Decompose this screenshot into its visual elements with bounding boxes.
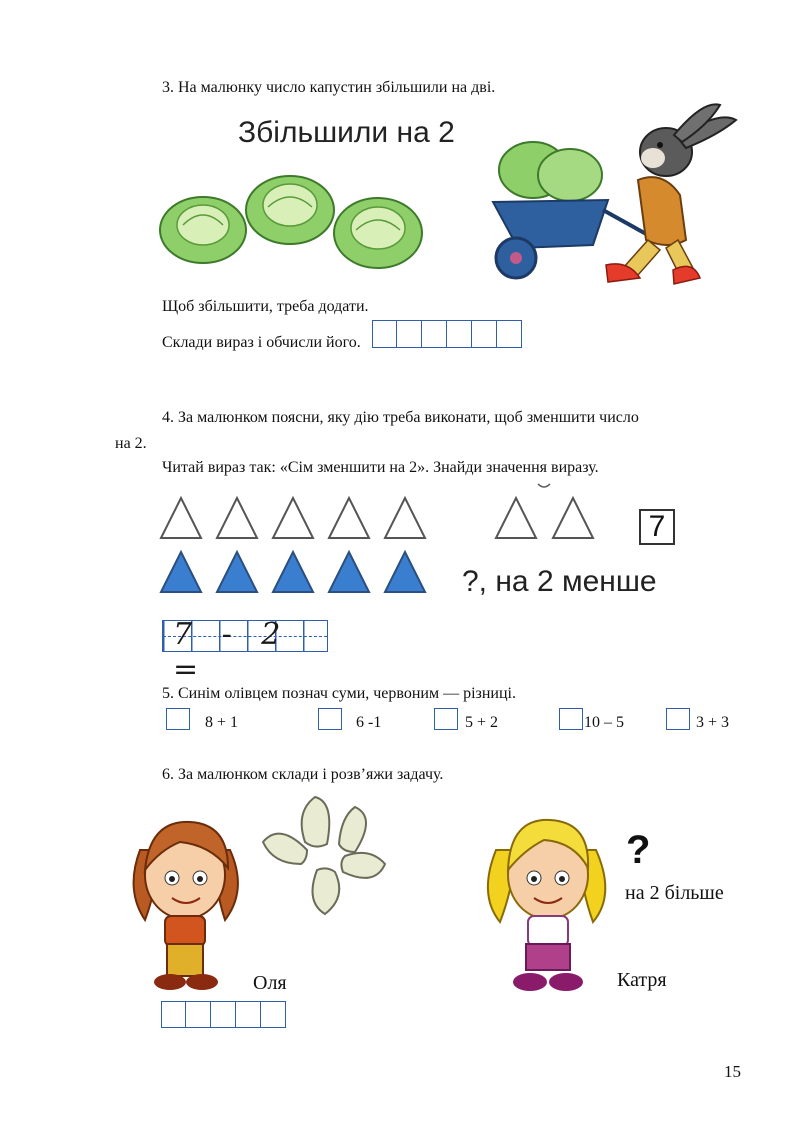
task4-heading-part2: на 2. [115, 435, 147, 452]
task5-checkbox-2[interactable] [318, 708, 342, 730]
girl-katrya-illustration [478, 810, 618, 995]
answer-cell[interactable] [397, 320, 422, 348]
task5-heading: 5. Синім олівцем познач суми, червоним — різниці. [162, 685, 516, 702]
answer-cell[interactable] [236, 1001, 261, 1028]
task5-item-4: 10 – 5 [584, 714, 624, 731]
answer-cell[interactable] [497, 320, 522, 348]
task5-checkbox-3[interactable] [434, 708, 458, 730]
expression-grid [162, 617, 328, 687]
cabbages-illustration [158, 165, 428, 287]
expression-text: 7 - 2 = [173, 617, 291, 687]
task3-answer-boxes[interactable] [372, 320, 522, 348]
task3-heading: 3. На малюнку число капустин збільшили на дві. [162, 79, 496, 96]
cabbage-1 [160, 197, 246, 263]
task6-heading: 6. За малюнком склади і розв’яжи задачу. [162, 766, 444, 783]
task5-item-3: 5 + 2 [465, 714, 499, 731]
cabbage-3 [334, 198, 422, 268]
answer-cell[interactable] [372, 320, 397, 348]
seeds-illustration [255, 792, 390, 917]
task5-item-1: 8 + 1 [205, 714, 239, 731]
task5-checkbox-4[interactable] [559, 708, 583, 730]
task5-checkbox-1[interactable] [166, 708, 190, 730]
answer-cell[interactable] [186, 1001, 211, 1028]
task3-line-1: Щоб збільшити, треба додати. [162, 298, 369, 315]
task4-caption: ?, на 2 менше [462, 565, 657, 598]
name-olya: Оля [253, 972, 287, 994]
task4-instruction: Читай вираз так: «Сім зменшити на 2». Знайди значення виразу. [162, 459, 599, 476]
answer-cell[interactable] [447, 320, 472, 348]
girl-olya-illustration [120, 810, 250, 995]
name-katrya: Катря [617, 969, 667, 991]
more-label: на 2 більше [625, 882, 724, 904]
task3-line-2: Склади вираз і обчисли його. [162, 334, 361, 351]
answer-cell[interactable] [211, 1001, 236, 1028]
question-mark: ? [626, 828, 651, 872]
answer-cell[interactable] [422, 320, 447, 348]
answer-cell[interactable] [472, 320, 497, 348]
answer-cell[interactable] [261, 1001, 286, 1028]
task5-item-5: 3 + 3 [696, 714, 730, 731]
page-number: 15 [724, 1062, 741, 1081]
task5-checkbox-5[interactable] [666, 708, 690, 730]
answer-cell[interactable] [161, 1001, 186, 1028]
rabbit-with-wheelbarrow-illustration [488, 100, 748, 290]
cabbage-2 [246, 176, 334, 244]
task5-item-2: 6 -1 [356, 714, 382, 731]
task6-answer-boxes[interactable] [161, 1001, 286, 1028]
task4-heading-part1: 4. За малюнком поясни, яку дію треба виконати, щоб зменшити число [162, 409, 639, 426]
number-box: 7 [639, 509, 675, 545]
task3-picture-caption: Збільшили на 2 [238, 116, 455, 149]
